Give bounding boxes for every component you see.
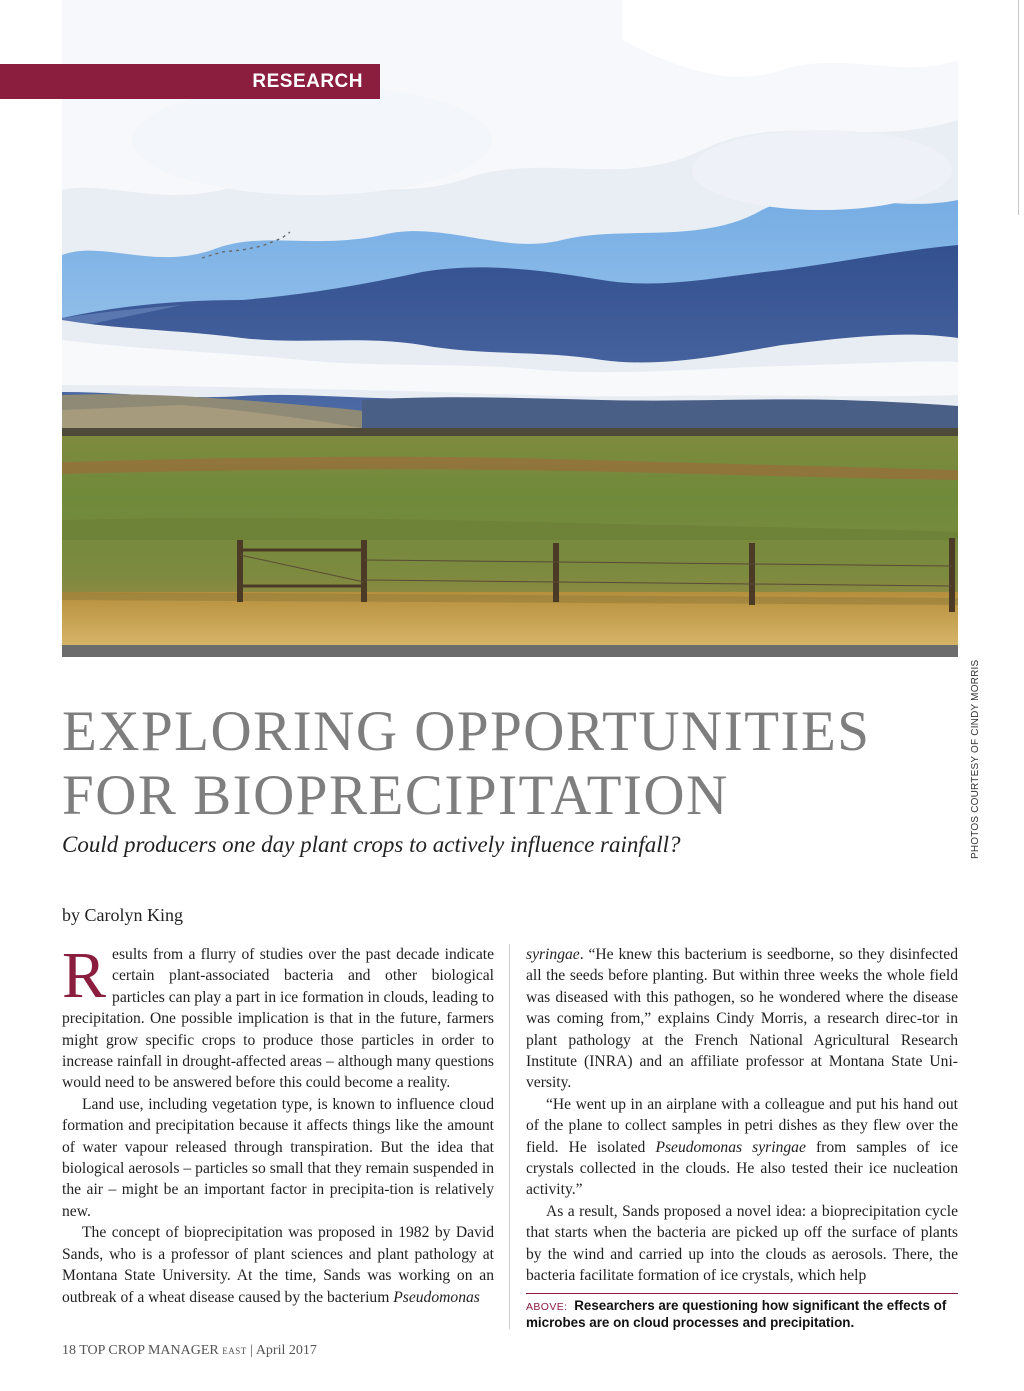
page-number: 18 bbox=[62, 1343, 76, 1358]
headline bbox=[62, 700, 962, 828]
body-column-1 bbox=[62, 939, 494, 1308]
headline-line-2: FOR BIOPRECIPITATION bbox=[62, 764, 729, 827]
headline-line-1: EXPLORING OPPORTUNITIES bbox=[62, 700, 871, 763]
photo-credit-text: PHOTOS COURTESY OF CINDY MORRIS bbox=[970, 659, 981, 859]
body-paragraph: Results from a flurry of studies over the past decade indicate certain plant-associated bacteria and other biological particles can play a part in ice formation in clouds, leading to precipitation. One possible implication is that in the future, farmers might grow specific crops to produce those particles in order to increase rainfall in drought-affected areas – although many questions would need to be answered before this could become a reality. bbox=[62, 939, 494, 1092]
body-column-2 bbox=[526, 944, 958, 1287]
caption-lead: ABOVE: bbox=[526, 1301, 568, 1313]
magazine-name: TOP CROP MANAGER bbox=[79, 1343, 219, 1358]
body-paragraph: As a result, Sands proposed a novel idea: a bioprecipitation cycle that starts when the bacteria are picked up off the surface of plants by the wind and carried up into the clouds as aerosols. There, the bacteria facilitate formation of ice crystals, which help bbox=[526, 1202, 958, 1285]
folio-separator: | bbox=[250, 1343, 254, 1358]
body-paragraph: Land use, including vegetation type, is known to influence cloud formation and precipitation because it affects things like the amount of water vapour released through transpiration. But the idea that biological aerosols – particles so small that they remain suspended in the air – might be an important factor in precipita-tion is relatively new. bbox=[62, 1095, 494, 1220]
page-folio bbox=[62, 1343, 317, 1359]
magazine-edition: EAST bbox=[222, 1346, 247, 1356]
section-label: RESEARCH bbox=[0, 64, 380, 99]
caption-rule bbox=[526, 1293, 958, 1294]
body-paragraph: syringae. “He knew this bacterium is seedborne, so they disinfected all the seeds before planting. But within three weeks the whole field was diseased with this pathogen, so he wondered where the disease was coming from,” explains Cindy Morris, a research direc-tor in plant pathology at the French National Agricultural Research Institute (INRA) and an affiliate professor at Montana State Uni-versity. bbox=[526, 946, 958, 1092]
body-paragraph: The concept of bioprecipitation was proposed in 1982 by David Sands, who is a professor of plant sciences and plant pathology at Montana State University. At the time, Sands was working on an outbreak of a wheat disease caused by the bacterium Pseudomonas bbox=[62, 1224, 494, 1306]
body-paragraph: “He went up in an airplane with a colleague and put his hand out of the plane to collect samples in petri dishes as they flew over the field. He isolated Pseudomonas syringae from samples of ice crystals collected in the clouds. He also tested their ice nucleation activity.” bbox=[526, 1095, 958, 1199]
issue-date: April 2017 bbox=[255, 1343, 317, 1358]
byline: by Carolyn King bbox=[62, 905, 183, 925]
drop-cap: R bbox=[62, 939, 107, 1012]
photo-caption bbox=[526, 1298, 966, 1331]
photo-credit bbox=[970, 659, 984, 859]
subhead: Could producers one day plant crops to actively influence rainfall? bbox=[62, 832, 681, 857]
column-divider bbox=[509, 944, 510, 1329]
page-edge-rule bbox=[1018, 0, 1019, 215]
caption-text: Researchers are questioning how significant the effects of microbes are on cloud processes and precipitation. bbox=[526, 1298, 947, 1330]
